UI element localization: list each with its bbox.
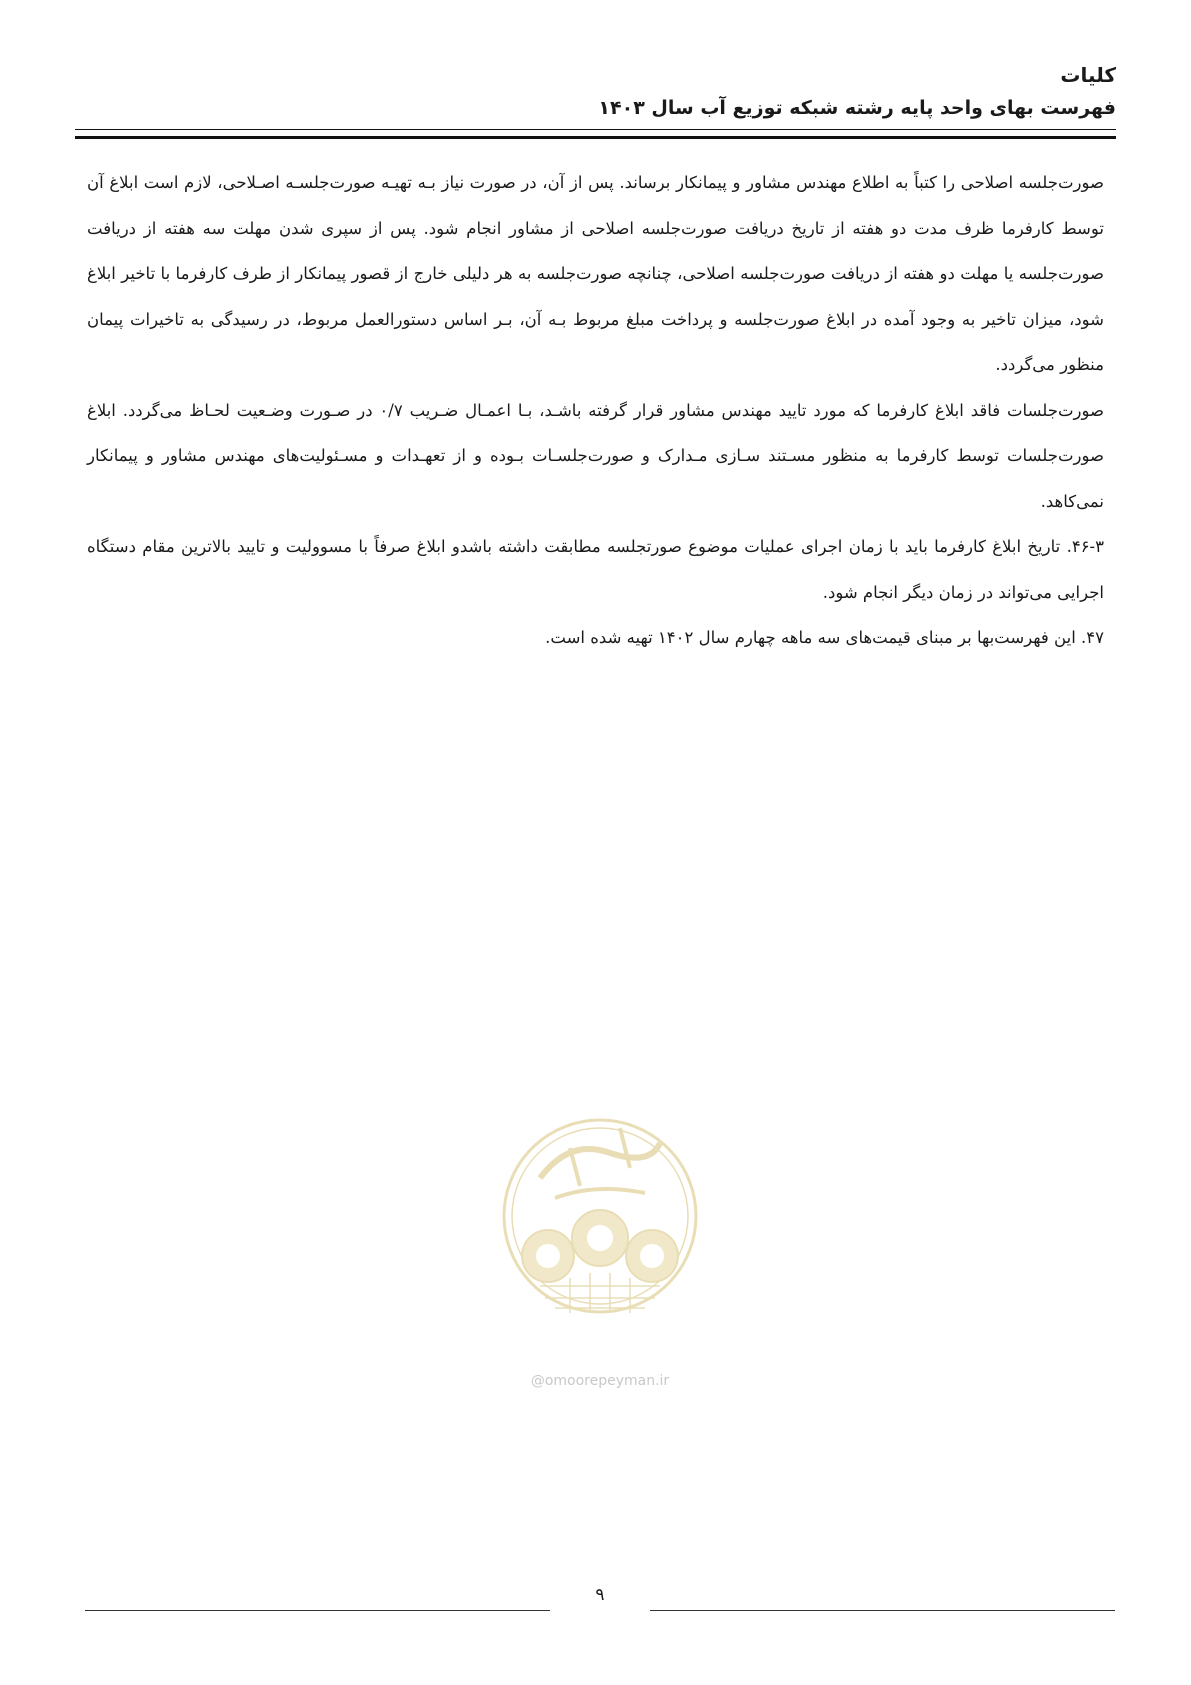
page-header bbox=[75, 58, 1116, 124]
body-text bbox=[87, 160, 1104, 661]
header-divider bbox=[75, 129, 1116, 139]
page-number: ۹ bbox=[595, 1585, 605, 1605]
footer-rule-right bbox=[650, 1610, 1115, 1611]
paragraph-unapproved-minutes: صورت‌جلسات فاقد ابلاغ کارفرما که مورد تایید مهندس مشاور قرار گرفته باشـد، بـا اعمـال ضـریب ۰/۷ در صـورت وضـعیت لحـاظ می‌گردد. ابلاغ صورت‌جلسات توسط کارفرما به منظور مسـتند سـازی مـدارک و صورت‌جلسـات بـوده و از تعهـدات و مسـئولیت‌های مهندس مشاور و پیمانکار نمی‌کاهد. bbox=[87, 400, 1104, 511]
paragraph-clause-46-3: ۴۶-۳. تاریخ ابلاغ کارفرما باید با زمان اجرای عملیات موضوع صورتجلسه مطابقت داشته باشدو ابلاغ صرفاً با مسوولیت و تایید بالاترین مقام دستگاه اجرایی می‌تواند در زمان دیگر انجام شود. bbox=[87, 537, 1104, 602]
omoorepeyman-logo-icon bbox=[500, 1108, 700, 1328]
paragraph-correction-notice: صورت‌جلسه اصلاحی را کتباً به اطلاع مهندس مشاور و پیمانکار برساند. پس از آن، در صورت نیاز بـه تهیـه صورت‌جلسـه اصـلاحی، لازم است ابلاغ آن توسط کارفرما ظرف مدت دو هفته از تاریخ دریافت صورت‌جلسه اصلاحی از مشاور انجام شود. پس از سپری شدن مهلت سه هفته از دریافت صورت‌جلسه یا مهلت دو هفته از دریافت صورت‌جلسه اصلاحی، چنانچه صورت‌جلسه به هر دلیلی خارج از قصور پیمانکار از طرف کارفرما با تاخیر ابلاغ شود، میزان تاخیر به وجود آمده در ابلاغ صورت‌جلسه و پرداخت مبلغ مربوط بـه آن، بـر اساس دستورالعمل مربوط، در رسیدگی به تاخیرات پیمان منظور می‌گردد. bbox=[87, 173, 1104, 374]
document-title: فهرست بهای واحد پایه رشته شبکه توزیع آب سال ۱۴۰۳ bbox=[598, 97, 1116, 119]
footer-rule-left bbox=[85, 1610, 550, 1611]
paragraph-clause-47: ۴۷. این فهرست‌بها بر مبنای قیمت‌های سه ماهه چهارم سال ۱۴۰۲ تهیه شده است. bbox=[545, 628, 1104, 647]
watermark-caption: @omoorepeyman.ir bbox=[530, 1373, 670, 1389]
section-title: کلیات bbox=[1060, 63, 1116, 87]
